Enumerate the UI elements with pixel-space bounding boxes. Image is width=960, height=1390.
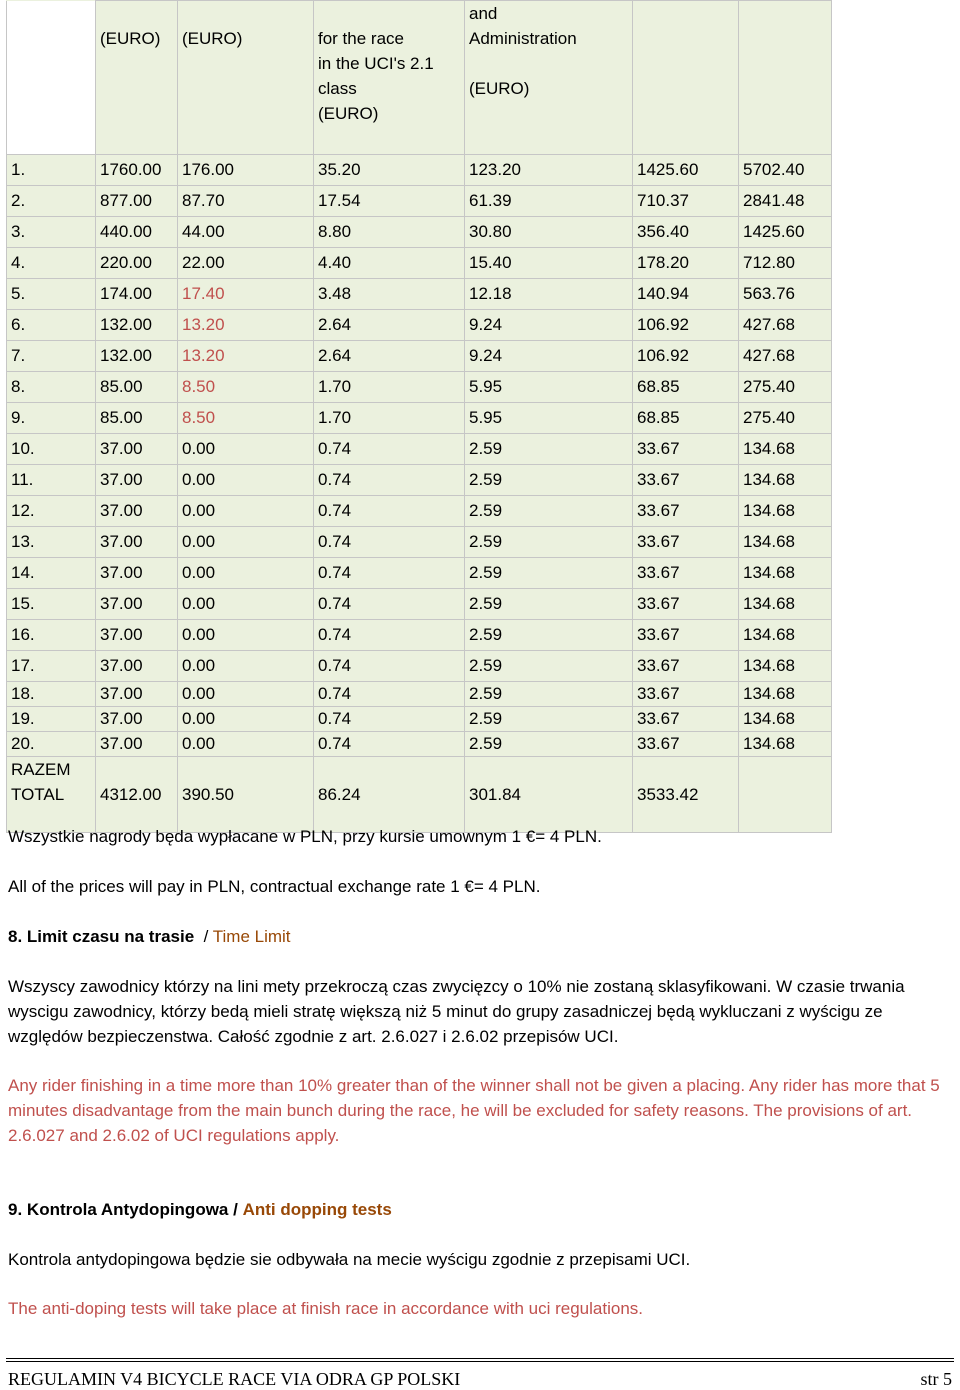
table-cell: 8.: [7, 372, 96, 403]
table-cell: 0.00: [178, 558, 314, 589]
table-cell: 563.76: [739, 279, 832, 310]
table-cell: 22.00: [178, 248, 314, 279]
table-cell: 11.: [7, 465, 96, 496]
table-total-cell: 3533.42: [633, 757, 739, 833]
table-cell: 134.68: [739, 707, 832, 732]
table-cell: 2.59: [465, 682, 633, 707]
table-cell: 134.68: [739, 434, 832, 465]
section-8-title-en: Time Limit: [212, 927, 291, 946]
table-cell: 16.: [7, 620, 96, 651]
footer-title: REGULAMIN V4 BICYCLE RACE VIA ODRA GP POLSKI: [8, 1369, 461, 1389]
table-cell: 0.00: [178, 434, 314, 465]
table-cell: 3.48: [314, 279, 465, 310]
table-cell: 0.74: [314, 465, 465, 496]
table-cell: 134.68: [739, 682, 832, 707]
table-cell: 0.74: [314, 682, 465, 707]
table-header-cell: [633, 1, 739, 155]
section-9-text-pl: Kontrola antydopingowa będzie sie odbywała na mecie wyścigu zgodnie z przepisami UCI.: [8, 1250, 691, 1269]
table-cell: 176.00: [178, 155, 314, 186]
table-cell: 356.40: [633, 217, 739, 248]
table-cell: 37.00: [96, 682, 178, 707]
table-cell: 0.00: [178, 620, 314, 651]
table-cell: 33.67: [633, 527, 739, 558]
table-cell: 37.00: [96, 465, 178, 496]
table-row: [7, 310, 832, 341]
table-cell: 37.00: [96, 496, 178, 527]
table-row: [7, 732, 832, 757]
table-row: [7, 465, 832, 496]
table-row: [7, 651, 832, 682]
table-cell: 0.74: [314, 732, 465, 757]
section-9-text-en: The anti-doping tests will take place at finish race in accordance with uci regulations.: [8, 1299, 644, 1318]
table-cell: 427.68: [739, 310, 832, 341]
table-total-cell: 390.50: [178, 757, 314, 833]
section-8-text-pl: Wszyscy zawodnicy którzy na lini mety przekroczą czas zwycięzcy o 10% nie zostaną sklasyfikowani. W czasie trwania wyscigu zawodnicy, którzy bedą mieli stratę większą niż 5 minut do grupy zasadniczej będą wykluczani z wyścigu ze względów bezpieczenstwa. Całość zgodnie z art. 2.6.027 i 2.6.02 przepisów UCI.: [8, 977, 905, 1046]
table-cell: 5.: [7, 279, 96, 310]
table-cell: 0.74: [314, 620, 465, 651]
table-cell: 2.59: [465, 434, 633, 465]
table-cell: 33.67: [633, 682, 739, 707]
table-row: [7, 589, 832, 620]
table-row: [7, 186, 832, 217]
section-8-heading: [8, 924, 291, 949]
section-8-text-en: Any rider finishing in a time more than 10% greater than of the winner shall not be given a placing. Any rider has more that 5 minutes disadvantage from the main bunch during the race, he will be excluded for safety reasons. The provisions of art. 2.6.027 and 2.6.02 of UCI regulations apply.: [8, 1076, 940, 1145]
table-cell: 134.68: [739, 732, 832, 757]
section-9-heading: [8, 1197, 392, 1222]
table-cell: 33.67: [633, 465, 739, 496]
table-row: [7, 496, 832, 527]
table-cell: 15.40: [465, 248, 633, 279]
table-header-cell: [7, 1, 96, 155]
prize-note-en: All of the prices will pay in PLN, contractual exchange rate 1 €= 4 PLN.: [8, 877, 541, 896]
table-row: [7, 155, 832, 186]
table-cell: 68.85: [633, 403, 739, 434]
table-cell: 37.00: [96, 589, 178, 620]
table-cell: 87.70: [178, 186, 314, 217]
table-cell: 0.00: [178, 732, 314, 757]
table-cell: 5.95: [465, 372, 633, 403]
table-cell: 877.00: [96, 186, 178, 217]
table-cell: 2.59: [465, 651, 633, 682]
table-row: [7, 558, 832, 589]
footer-divider-secondary: [6, 1361, 954, 1362]
section-9-title-en: Anti dopping tests: [242, 1200, 392, 1219]
table-cell: 68.85: [633, 372, 739, 403]
table-cell: 13.20: [178, 341, 314, 372]
table-cell: 33.67: [633, 496, 739, 527]
table-cell: 5.95: [465, 403, 633, 434]
table-cell: 134.68: [739, 651, 832, 682]
table-cell: 33.67: [633, 558, 739, 589]
table-row: [7, 682, 832, 707]
table-cell: 35.20: [314, 155, 465, 186]
table-cell: 14.: [7, 558, 96, 589]
table-cell: 134.68: [739, 465, 832, 496]
table-cell: 33.67: [633, 707, 739, 732]
table-cell: 8.80: [314, 217, 465, 248]
table-cell: 0.74: [314, 527, 465, 558]
table-cell: 0.74: [314, 496, 465, 527]
section-8-separator: /: [203, 927, 209, 946]
table-cell: 0.00: [178, 527, 314, 558]
table-row: [7, 279, 832, 310]
table-cell: 0.74: [314, 651, 465, 682]
section-8-number: 8.: [8, 927, 23, 946]
table-total-cell: 4312.00: [96, 757, 178, 833]
table-cell: 106.92: [633, 341, 739, 372]
table-cell: 30.80: [465, 217, 633, 248]
table-cell: 710.37: [633, 186, 739, 217]
table-cell: 178.20: [633, 248, 739, 279]
table-row: [7, 527, 832, 558]
table-row: [7, 217, 832, 248]
table-cell: 4.: [7, 248, 96, 279]
table-cell: 440.00: [96, 217, 178, 248]
table-cell: 134.68: [739, 527, 832, 558]
table-cell: 140.94: [633, 279, 739, 310]
table-cell: 132.00: [96, 341, 178, 372]
table-cell: 9.24: [465, 310, 633, 341]
table-cell: 12.: [7, 496, 96, 527]
table-cell: 0.00: [178, 707, 314, 732]
table-cell: 17.: [7, 651, 96, 682]
table-cell: 134.68: [739, 496, 832, 527]
table-cell: 13.: [7, 527, 96, 558]
table-cell: 37.00: [96, 434, 178, 465]
table-cell: 0.74: [314, 558, 465, 589]
table-cell: 0.74: [314, 707, 465, 732]
table-cell: 33.67: [633, 651, 739, 682]
table-cell: 37.00: [96, 651, 178, 682]
table-row: [7, 403, 832, 434]
table-cell: 2.59: [465, 620, 633, 651]
table-cell: 2.59: [465, 465, 633, 496]
table-cell: 37.00: [96, 620, 178, 651]
table-cell: 5702.40: [739, 155, 832, 186]
footer-divider: [6, 1358, 954, 1359]
table-cell: 37.00: [96, 732, 178, 757]
table-cell: 7.: [7, 341, 96, 372]
table-cell: 10.: [7, 434, 96, 465]
section-9-title-pl: Kontrola Antydopingowa: [26, 1200, 229, 1219]
table-cell: 1425.60: [739, 217, 832, 248]
table-cell: 2.: [7, 186, 96, 217]
table-cell: 712.80: [739, 248, 832, 279]
table-cell: 85.00: [96, 403, 178, 434]
prize-table: [6, 0, 832, 833]
table-cell: 44.00: [178, 217, 314, 248]
table-cell: 0.74: [314, 589, 465, 620]
table-row: [7, 248, 832, 279]
table-cell: 9.: [7, 403, 96, 434]
table-cell: 17.40: [178, 279, 314, 310]
table-cell: 2.59: [465, 558, 633, 589]
table-cell: 1.: [7, 155, 96, 186]
table-cell: 8.50: [178, 372, 314, 403]
table-header-cell: and Administration (EURO): [465, 1, 633, 155]
table-cell: 132.00: [96, 310, 178, 341]
table-cell: 106.92: [633, 310, 739, 341]
table-row: [7, 620, 832, 651]
table-cell: 4.40: [314, 248, 465, 279]
table-total-cell: RAZEM TOTAL: [7, 757, 96, 833]
table-cell: 0.00: [178, 589, 314, 620]
table-cell: 2.59: [465, 589, 633, 620]
table-cell: 18.: [7, 682, 96, 707]
table-row: [7, 434, 832, 465]
table-cell: 220.00: [96, 248, 178, 279]
table-cell: 275.40: [739, 403, 832, 434]
table-cell: 0.00: [178, 682, 314, 707]
table-total-cell: 301.84: [465, 757, 633, 833]
table-cell: 13.20: [178, 310, 314, 341]
table-row: [7, 707, 832, 732]
section-8-title-pl: Limit czasu na trasie: [26, 927, 195, 946]
table-cell: 85.00: [96, 372, 178, 403]
table-cell: 37.00: [96, 707, 178, 732]
table-cell: 2.59: [465, 732, 633, 757]
prize-note-pl: Wszystkie nagrody będa wypłacane w PLN, przy kursie umownym 1 €= 4 PLN.: [8, 827, 602, 846]
table-cell: 8.50: [178, 403, 314, 434]
section-9-separator: /: [233, 1200, 238, 1219]
table-cell: 123.20: [465, 155, 633, 186]
table-cell: 33.67: [633, 434, 739, 465]
table-cell: 12.18: [465, 279, 633, 310]
table-cell: 37.00: [96, 527, 178, 558]
table-cell: 15.: [7, 589, 96, 620]
table-cell: 2.59: [465, 707, 633, 732]
table-cell: 2.64: [314, 341, 465, 372]
table-cell: 33.67: [633, 732, 739, 757]
table-total-row: [7, 757, 832, 833]
table-cell: 6.: [7, 310, 96, 341]
table-cell: 61.39: [465, 186, 633, 217]
table-header-cell: for the race in the UCI's 2.1 class (EURO): [314, 1, 465, 155]
table-cell: 1.70: [314, 403, 465, 434]
table-cell: 33.67: [633, 589, 739, 620]
section-9-number: 9.: [8, 1200, 23, 1219]
table-total-cell: [739, 757, 832, 833]
table-cell: 275.40: [739, 372, 832, 403]
table-cell: 33.67: [633, 620, 739, 651]
table-cell: 427.68: [739, 341, 832, 372]
table-cell: 0.00: [178, 465, 314, 496]
table-cell: 0.00: [178, 651, 314, 682]
table-row: [7, 341, 832, 372]
table-cell: 37.00: [96, 558, 178, 589]
table-cell: 9.24: [465, 341, 633, 372]
table-cell: 134.68: [739, 620, 832, 651]
table-header-cell: (EURO): [178, 1, 314, 155]
table-cell: 2841.48: [739, 186, 832, 217]
page-number: str 5: [920, 1369, 952, 1389]
table-cell: 1.70: [314, 372, 465, 403]
table-cell: 2.59: [465, 527, 633, 558]
table-cell: 1760.00: [96, 155, 178, 186]
table-header-row: [7, 1, 832, 155]
table-cell: 134.68: [739, 558, 832, 589]
table-cell: 0.00: [178, 496, 314, 527]
table-cell: 2.64: [314, 310, 465, 341]
table-header-cell: (EURO): [96, 1, 178, 155]
table-row: [7, 372, 832, 403]
table-cell: 19.: [7, 707, 96, 732]
table-cell: 174.00: [96, 279, 178, 310]
table-cell: 0.74: [314, 434, 465, 465]
table-header-cell: [739, 1, 832, 155]
table-cell: 20.: [7, 732, 96, 757]
table-cell: 134.68: [739, 589, 832, 620]
table-total-cell: 86.24: [314, 757, 465, 833]
table-cell: 2.59: [465, 496, 633, 527]
prize-table-body: [7, 1, 832, 833]
table-cell: 3.: [7, 217, 96, 248]
table-cell: 17.54: [314, 186, 465, 217]
table-cell: 1425.60: [633, 155, 739, 186]
